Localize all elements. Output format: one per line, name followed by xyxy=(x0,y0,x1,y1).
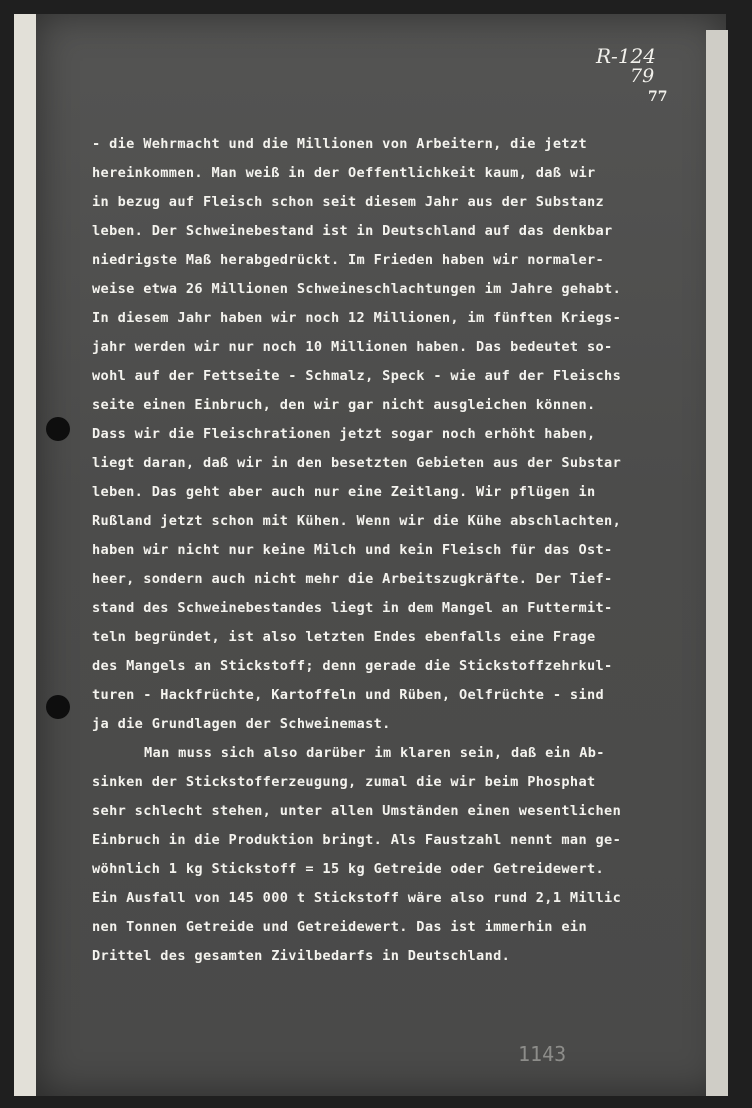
text-line: turen - Hackfrüchte, Kartoffeln und Rüben, Oelfrüchte - sind xyxy=(92,687,605,703)
text-line: Einbruch in die Produktion bringt. Als Faustzahl nennt man ge- xyxy=(92,832,622,848)
handwritten-reference xyxy=(596,44,668,105)
text-line: sehr schlecht stehen, unter allen Umständen einen wesentlichen xyxy=(92,803,622,819)
text-line: Dass wir die Fleischrationen jetzt sogar noch erhöht haben, xyxy=(92,426,596,442)
text-line: haben wir nicht nur keine Milch und kein Fleisch für das Ost- xyxy=(92,542,613,558)
text-line: seite einen Einbruch, den wir gar nicht ausgleichen können. xyxy=(92,397,596,413)
text-line: stand des Schweinebestandes liegt in dem Mangel an Futtermit- xyxy=(92,600,613,616)
text-line: des Mangels an Stickstoff; denn gerade die Stickstoffzehrkul- xyxy=(92,658,613,674)
text-line: leben. Der Schweinebestand ist in Deutschland auf das denkbar xyxy=(92,223,613,239)
text-line: sinken der Stickstofferzeugung, zumal die wir beim Phosphat xyxy=(92,774,596,790)
text-line: weise etwa 26 Millionen Schweineschlachtungen im Jahre gehabt. xyxy=(92,281,622,297)
text-line: hereinkommen. Man weiß in der Oeffentlichkeit kaum, daß wir xyxy=(92,165,596,181)
text-line: Man muss sich also darüber im klaren sein, daß ein Ab- xyxy=(144,745,605,761)
typed-text-body xyxy=(92,130,692,971)
text-line: niedrigste Maß herabgedrückt. Im Frieden haben wir normaler- xyxy=(92,252,605,268)
text-line: ja die Grundlagen der Schweinemast. xyxy=(92,716,391,732)
text-line: leben. Das geht aber auch nur eine Zeitlang. Wir pflügen in xyxy=(92,484,596,500)
text-line: liegt daran, daß wir in den besetzten Gebieten aus der Substar xyxy=(92,455,622,471)
reference-line-2: 79 xyxy=(630,65,655,87)
text-line: wöhnlich 1 kg Stickstoff = 15 kg Getreide oder Getreidewert. xyxy=(92,861,605,877)
text-line: teln begründet, ist also letzten Endes ebenfalls eine Frage xyxy=(92,629,596,645)
punch-hole-icon xyxy=(46,417,70,441)
text-line: in bezug auf Fleisch schon seit diesem Jahr aus der Substanz xyxy=(92,194,605,210)
text-line: heer, sondern auch nicht mehr die Arbeitszugkräfte. Der Tief- xyxy=(92,571,613,587)
sheet-right-edge xyxy=(706,30,728,1096)
text-line: - die Wehrmacht und die Millionen von Arbeitern, die jetzt xyxy=(92,136,587,152)
text-line: Ein Ausfall von 145 000 t Stickstoff wäre also rund 2,1 Millic xyxy=(92,890,622,906)
reference-line-1: R-124 xyxy=(596,44,656,68)
archive-page-number: 1143 xyxy=(518,1042,567,1066)
text-line: nen Tonnen Getreide und Getreidewert. Das ist immerhin ein xyxy=(92,919,587,935)
text-line: In diesem Jahr haben wir noch 12 Millionen, im fünften Kriegs- xyxy=(92,310,622,326)
text-line: Drittel des gesamten Zivilbedarfs in Deutschland. xyxy=(92,948,511,964)
text-line: wohl auf der Fettseite - Schmalz, Speck - wie auf der Fleischs xyxy=(92,368,622,384)
text-line: Rußland jetzt schon mit Kühen. Wenn wir die Kühe abschlachten, xyxy=(92,513,622,529)
punch-hole-icon xyxy=(46,695,70,719)
page-number: 77 xyxy=(648,89,668,105)
text-line: jahr werden wir nur noch 10 Millionen haben. Das bedeutet so- xyxy=(92,339,613,355)
